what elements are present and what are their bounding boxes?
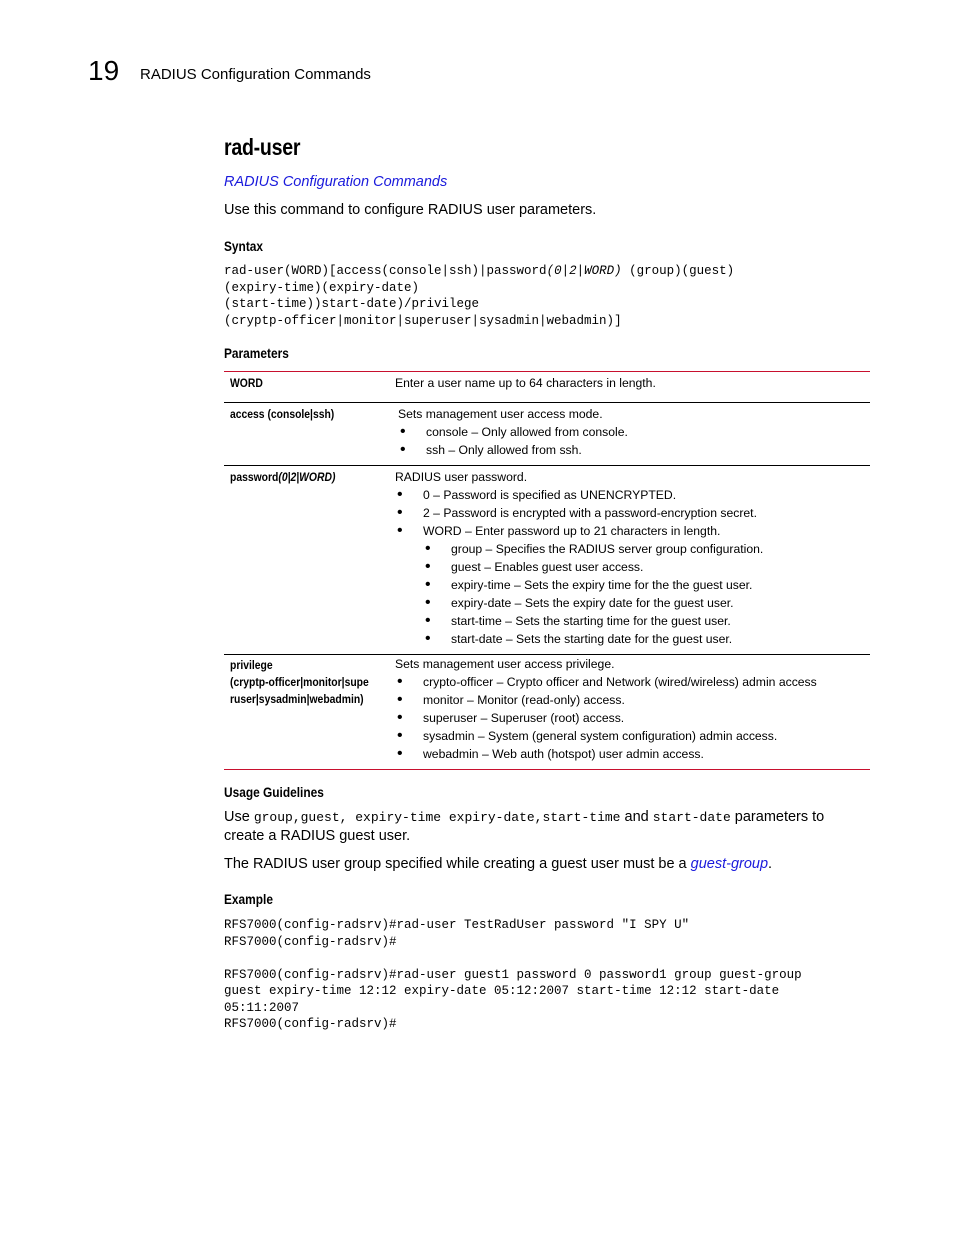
- param-name: WORD: [230, 376, 263, 390]
- list-item: • crypto-officer – Crypto officer and Network (wired/wireless) admin access: [423, 673, 870, 691]
- param-desc: Enter a user name up to 64 characters in length.: [395, 376, 656, 390]
- param-desc-text: RADIUS user password.: [395, 470, 528, 484]
- syntax-line: (cryptp-officer|monitor|superuser|sysadmin|webadmin)]: [224, 313, 622, 328]
- syntax-line: (expiry-time)(expiry-date): [224, 280, 420, 295]
- table-row: [224, 403, 870, 466]
- parameters-heading: Parameters: [224, 345, 289, 361]
- list-item: • WORD – Enter password up to 21 characters in length. • group – Specifies the RADIUS server group configuration. • guest – Enables guest user access. • expiry-time – Sets the expiry time for the the guest user. • expiry-date – Sets the expiry date for the guest user. • start-time – Sets the starting time for the guest user. • start-date – Sets the starting date for the guest user.: [423, 522, 870, 648]
- table-row: [224, 655, 870, 770]
- list-item: • 0 – Password is specified as UNENCRYPTED.: [423, 486, 870, 504]
- bullet-list: [395, 673, 870, 763]
- syntax-line: (group)(guest): [621, 264, 735, 278]
- usage-paragraph: Use group,guest, expiry-time expiry-date,start-time and start-date parameters to create a RADIUS guest user.: [224, 809, 825, 844]
- syntax-line: (start-time))start-date)/privilege: [224, 297, 480, 311]
- param-desc-text: Sets management user access mode.: [398, 407, 603, 421]
- code-line: RFS7000(config-radsrv)#rad-user TestRadUser password "I SPY U": [224, 918, 690, 932]
- syntax-block: [224, 263, 734, 329]
- chapter-number: 19: [88, 55, 120, 86]
- list-item: • ssh – Only allowed from ssh.: [426, 441, 870, 459]
- chapter-title: RADIUS Configuration Commands: [140, 66, 371, 83]
- syntax-line-italic: (0|2|WORD): [546, 264, 622, 278]
- list-item: • monitor – Monitor (read-only) access.: [423, 691, 870, 709]
- example-code-block: [224, 917, 802, 1033]
- guest-group-link[interactable]: guest-group: [690, 856, 769, 872]
- chapter-link[interactable]: RADIUS Configuration Commands: [224, 174, 448, 190]
- table-row: [224, 372, 870, 403]
- list-item: • start-date – Sets the starting date for the guest user.: [451, 630, 870, 648]
- list-item: • start-time – Sets the starting time for the guest user.: [451, 612, 870, 630]
- list-item: • expiry-time – Sets the expiry time for the the guest user.: [451, 576, 870, 594]
- syntax-line: rad-user(WORD)[access(console|ssh)|password: [224, 264, 547, 278]
- list-item: • group – Specifies the RADIUS server group configuration.: [451, 540, 870, 558]
- code-line: 05:11:2007: [224, 1000, 300, 1015]
- example-heading: Example: [224, 891, 273, 907]
- list-item: • expiry-date – Sets the expiry date for the guest user.: [451, 594, 870, 612]
- syntax-heading: Syntax: [224, 238, 264, 254]
- inline-code: group,guest, expiry-time expiry-date,start-time: [253, 810, 621, 825]
- param-desc: [394, 466, 870, 655]
- code-line: [224, 950, 802, 967]
- inline-code: start-date: [652, 810, 731, 825]
- code-line: RFS7000(config-radsrv)#rad-user guest1 password 0 password1 group guest-group: [224, 967, 802, 982]
- code-line: RFS7000(config-radsrv)#: [224, 1017, 397, 1031]
- list-item: • webadmin – Web auth (hotspot) user admin access.: [423, 745, 870, 763]
- parameters-table: [224, 371, 870, 770]
- code-line: RFS7000(config-radsrv)#: [224, 934, 397, 949]
- list-item: • guest – Enables guest user access.: [451, 558, 870, 576]
- code-line: guest expiry-time 12:12 expiry-date 05:12:2007 start-time 12:12 start-date: [224, 984, 780, 998]
- list-item: • 2 – Password is encrypted with a password-encryption secret.: [423, 504, 870, 522]
- param-desc: [394, 655, 870, 770]
- list-item: • superuser – Superuser (root) access.: [423, 709, 870, 727]
- list-item: • console – Only allowed from console.: [426, 423, 870, 441]
- param-name: password(0|2|WORD): [230, 470, 336, 484]
- param-desc-text: Sets management user access privilege.: [395, 657, 615, 671]
- usage-heading: Usage Guidelines: [224, 784, 324, 800]
- param-desc: [394, 403, 870, 466]
- table-row: [224, 466, 870, 655]
- list-item: • sysadmin – System (general system configuration) admin access.: [423, 727, 870, 745]
- intro-text: Use this command to configure RADIUS user parameters.: [224, 202, 597, 218]
- param-name: access (console|ssh): [230, 407, 335, 421]
- usage-paragraph: The RADIUS user group specified while creating a guest user must be a guest-group.: [224, 856, 773, 872]
- bullet-list: [398, 423, 870, 459]
- page-title: rad-user: [224, 134, 301, 160]
- param-name: privilege (cryptp-officer|monitor|supe ruser|sysadmin|webadmin): [230, 658, 369, 706]
- bullet-list: [395, 486, 870, 648]
- sub-bullet-list: [423, 540, 870, 648]
